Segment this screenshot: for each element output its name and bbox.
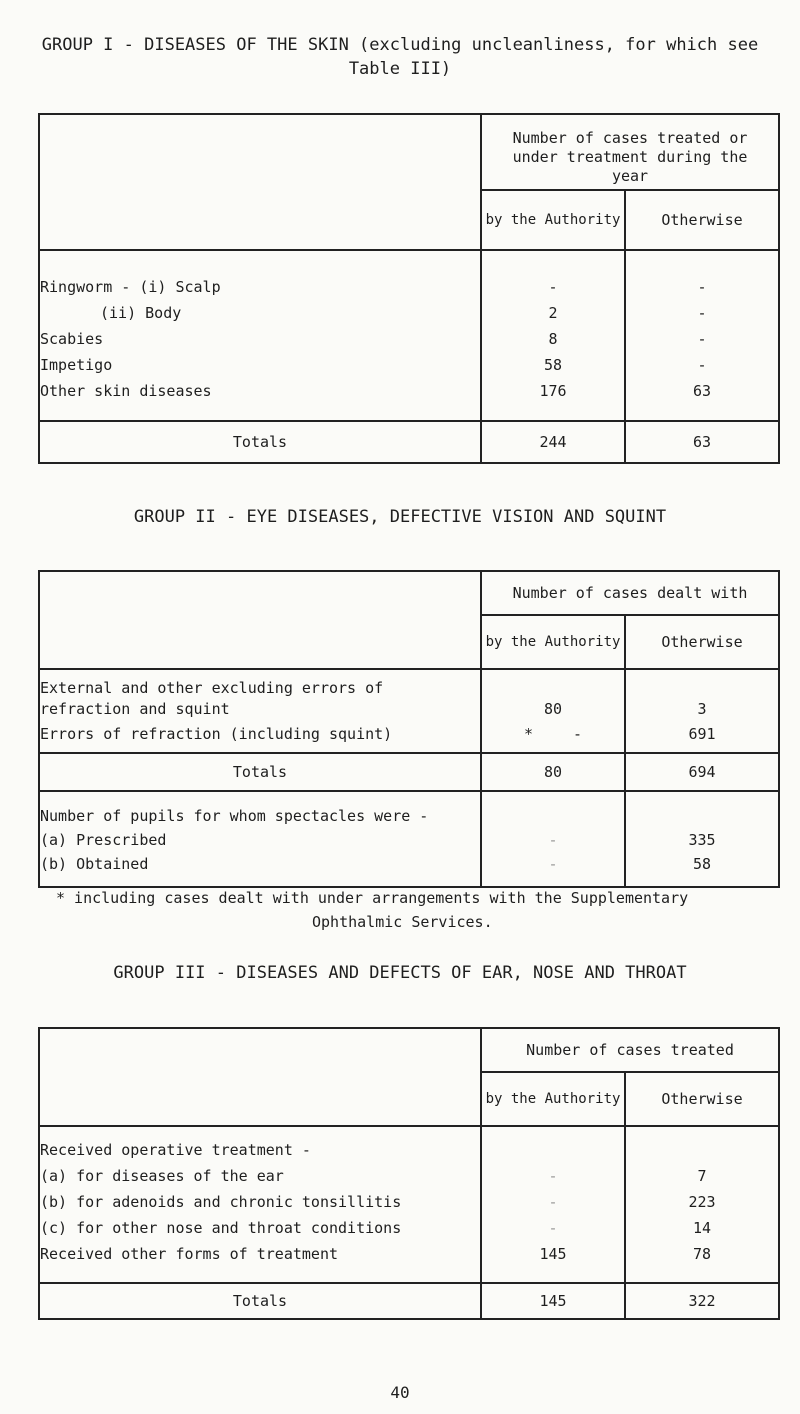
group2-spectacles-authority-value: - — [548, 831, 558, 849]
group2-totals-label: Totals — [39, 753, 481, 791]
group3-heading-row: Received operative treatment - — [40, 1141, 311, 1159]
group1-title-line2: Table III) — [348, 59, 452, 79]
group2-otherwise-value: 3 — [697, 700, 707, 718]
group1-authority-values — [481, 250, 625, 421]
group1-col-authority: by the Authority — [481, 190, 625, 250]
group3-row-label: (b) for adenoids and chronic tonsillitis — [40, 1193, 402, 1211]
group3-blank-header — [39, 1028, 481, 1126]
group1-authority-value: - — [548, 278, 558, 296]
footnote-asterisk: * — [523, 725, 533, 743]
group2-row-label: Errors of refraction (including squint) — [40, 725, 393, 743]
group2-spectacles-authority — [481, 791, 625, 887]
group2-row-label-line2: refraction and squint — [40, 700, 230, 718]
group1-labels — [39, 250, 481, 421]
group3-authority-value: - — [548, 1193, 558, 1211]
group1-otherwise-value: 63 — [692, 382, 712, 400]
group2-otherwise-value: 691 — [688, 725, 716, 743]
group3-row-label: (c) for other nose and throat conditions — [40, 1219, 402, 1237]
group3-authority-values — [481, 1126, 625, 1283]
group3-totals-label: Totals — [39, 1283, 481, 1319]
page-number: 40 — [390, 1383, 410, 1402]
group1-totals-authority: 244 — [481, 421, 625, 463]
group3-otherwise-values — [625, 1126, 779, 1283]
group3-authority-value: 145 — [539, 1245, 567, 1263]
group3-otherwise-value: 223 — [688, 1193, 716, 1211]
group2-table — [38, 570, 780, 888]
group1-otherwise-values — [625, 250, 779, 421]
group3-table — [38, 1027, 780, 1320]
group1-table — [38, 113, 780, 464]
group2-spectacles-row-label: (b) Obtained — [40, 855, 149, 873]
group2-footnote-line2: Ophthalmic Services. — [312, 913, 493, 931]
group3-otherwise-value: 7 — [697, 1167, 707, 1185]
group1-row-label: Ringworm - (i) Scalp — [40, 278, 221, 296]
group2-otherwise-values — [625, 669, 779, 753]
group1-totals-label: Totals — [39, 421, 481, 463]
group2-col-authority: by the Authority — [481, 615, 625, 669]
group3-labels — [39, 1126, 481, 1283]
group1-col-otherwise: Otherwise — [625, 190, 779, 250]
group1-row-label: Scabies — [40, 330, 104, 348]
group1-authority-value: 8 — [548, 330, 558, 348]
group1-authority-value: 2 — [548, 304, 558, 322]
group1-blank-header — [39, 114, 481, 250]
group3-authority-value: - — [548, 1219, 558, 1237]
group3-title: GROUP III - DISEASES AND DEFECTS OF EAR, NOSE AND THROAT — [113, 963, 687, 983]
group1-otherwise-value: - — [697, 304, 707, 322]
group2-col-otherwise: Otherwise — [625, 615, 779, 669]
group2-spectacles-otherwise — [625, 791, 779, 887]
group2-authority-value-row — [482, 720, 624, 748]
group2-spectacles-otherwise-value: 58 — [692, 855, 712, 873]
group2-authority-value: 80 — [543, 700, 563, 718]
group1-row-label: Impetigo — [40, 356, 113, 374]
group3-totals-otherwise: 322 — [625, 1283, 779, 1319]
group3-row-label: (a) for diseases of the ear — [40, 1167, 284, 1185]
group2-spectacles-label: Number of pupils for whom spectacles were - — [40, 807, 429, 825]
group1-row-label: Other skin diseases — [40, 382, 212, 400]
group2-labels — [39, 669, 481, 753]
group2-spectacles-labels — [39, 791, 481, 887]
group3-col-authority: by the Authority — [481, 1072, 625, 1126]
group3-header-main: Number of cases treated — [481, 1028, 779, 1072]
group1-authority-value: 176 — [539, 382, 567, 400]
group1-header-main: Number of cases treated or under treatment during the year — [481, 114, 779, 190]
group2-blank-header — [39, 571, 481, 669]
group2-authority-values — [481, 669, 625, 753]
group1-row-label: (ii) Body — [100, 304, 182, 322]
group3-col-otherwise: Otherwise — [625, 1072, 779, 1126]
group2-totals-authority: 80 — [481, 753, 625, 791]
group3-otherwise-value: 78 — [692, 1245, 712, 1263]
group1-title — [0, 33, 800, 81]
group2-spectacles-otherwise-value: 335 — [688, 831, 716, 849]
group2-row-label-line1: External and other excluding errors of — [40, 679, 384, 697]
group1-otherwise-value: - — [697, 330, 707, 348]
group2-header-main: Number of cases dealt with — [481, 571, 779, 615]
group2-totals-otherwise: 694 — [625, 753, 779, 791]
group3-otherwise-value: 14 — [692, 1219, 712, 1237]
group3-authority-value: - — [548, 1167, 558, 1185]
group1-otherwise-value: - — [697, 278, 707, 296]
group2-authority-value: - — [573, 725, 583, 743]
group2-footnote-line1: * including cases dealt with under arrangements with the Supplementary — [56, 889, 689, 907]
group1-otherwise-value: - — [697, 356, 707, 374]
group1-authority-value: 58 — [543, 356, 563, 374]
group3-row-label: Received other forms of treatment — [40, 1245, 339, 1263]
group1-totals-otherwise: 63 — [625, 421, 779, 463]
group2-spectacles-row-label: (a) Prescribed — [40, 831, 167, 849]
group2-spectacles-authority-value: - — [548, 855, 558, 873]
group2-title: GROUP II - EYE DISEASES, DEFECTIVE VISION AND SQUINT — [133, 507, 667, 527]
group3-totals-authority: 145 — [481, 1283, 625, 1319]
group1-title-line1: GROUP I - DISEASES OF THE SKIN (excluding uncleanliness, for which see — [41, 35, 759, 55]
